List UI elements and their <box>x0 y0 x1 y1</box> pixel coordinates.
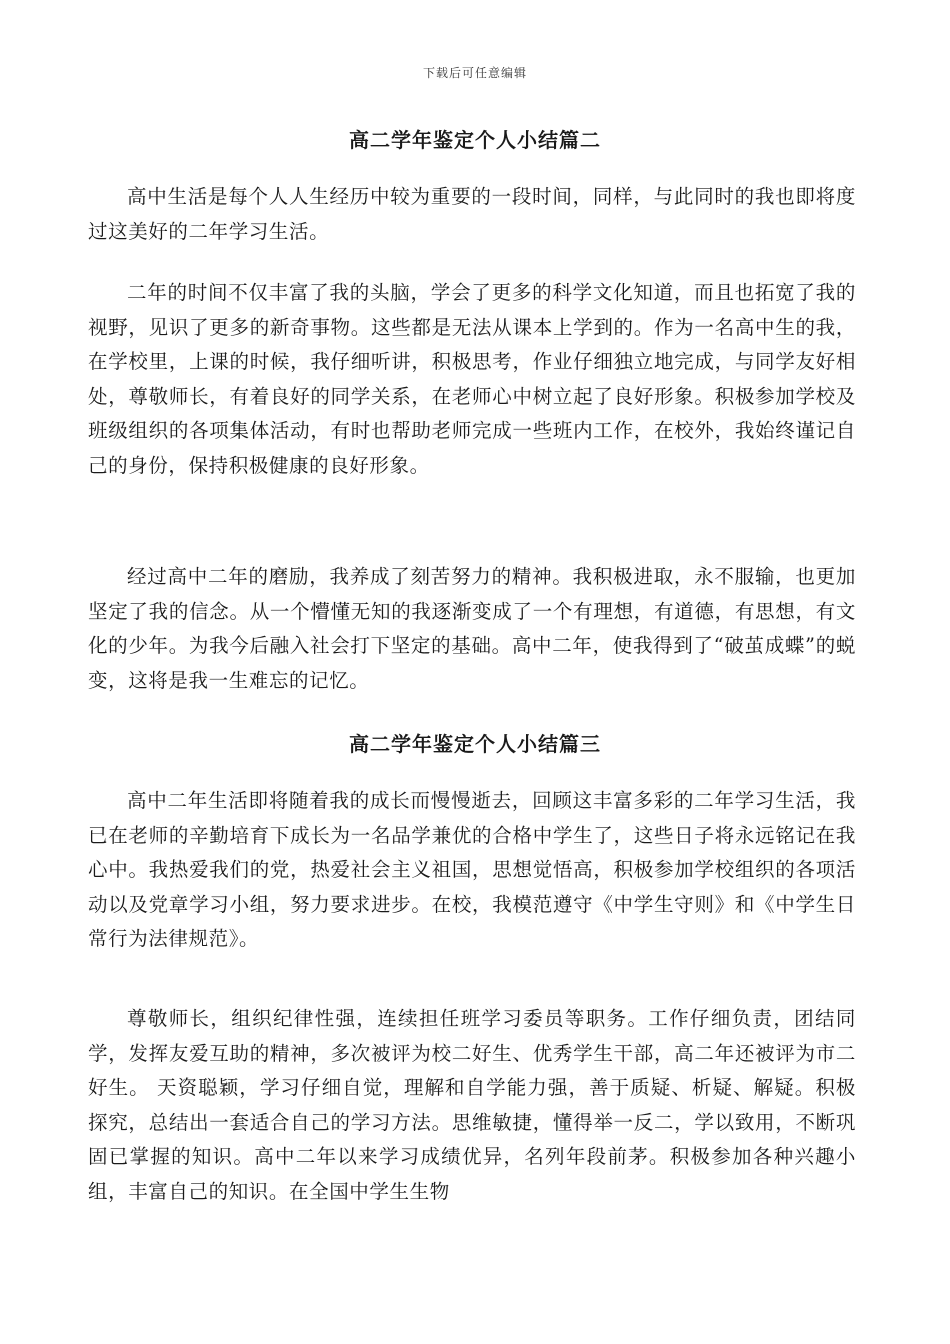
paragraph: 二年的时间不仅丰富了我的头脑，学会了更多的科学文化知道，而且也拓宽了我的视野，见识了更多的新奇事物。这些都是无法从课本上学到的。作为一名高中生的我，在学校里，上课的时候，我仔细听讲，积极思考，作业仔细独立地完成，与同学友好相处，尊敬师长，有着良好的同学关系，在老师心中树立起了良好形象。积极参加学校及班级组织的各项集体活动，有时也帮助老师完成一些班内工作，在校外，我始终谨记自己的身份，保持积极健康的良好形象。 <box>88 281 856 477</box>
section-title: 高二学年鉴定个人小结篇二 <box>349 128 601 152</box>
paragraph: 高中生活是每个人人生经历中较为重要的一段时间，同样，与此同时的我也即将度过这美好的二年学习生活。 <box>88 185 856 243</box>
header-note: 下载后可任意编辑 <box>422 66 527 80</box>
paragraph: 尊敬师长，组织纪律性强，连续担任班学习委员等职务。工作仔细负责，团结同学，发挥友爱互助的精神，多次被评为校二好生、优秀学生干部，高二年还被评为市二好生。 天资聪颖，学习仔细自觉，理解和自学能力强，善于质疑、析疑、解疑。积极探究，总结出一套适合自己的学习方法。思维敏捷，懂得举一反二，学以致用，不断巩固已掌握的知识。高中二年以来学习成绩优异，名列年段前茅。积极参加各种兴趣小组，丰富自己的知识。在全国中学生生物 <box>88 1007 856 1203</box>
section-title: 高二学年鉴定个人小结篇三 <box>349 732 601 756</box>
paragraph: 高中二年生活即将随着我的成长而慢慢逝去，回顾这丰富多彩的二年学习生活，我已在老师的辛勤培育下成长为一名品学兼优的合格中学生了，这些日子将永远铭记在我心中。我热爱我们的党，热爱社会主义祖国，思想觉悟高，积极参加学校组织的各项活动以及党章学习小组，努力要求进步。在校，我模范遵守《中学生守则》和《中学生日常行为法律规范》。 <box>88 789 856 950</box>
paragraph: 经过高中二年的磨励，我养成了刻苦努力的精神。我积极进取，永不服输，也更加坚定了我的信念。从一个懵懂无知的我逐渐变成了一个有理想，有道德，有思想，有文化的少年。为我今后融入社会打下坚定的基础。高中二年，使我得到了“破茧成蝶”的蜕变，这将是我一生难忘的记忆。 <box>88 565 856 692</box>
